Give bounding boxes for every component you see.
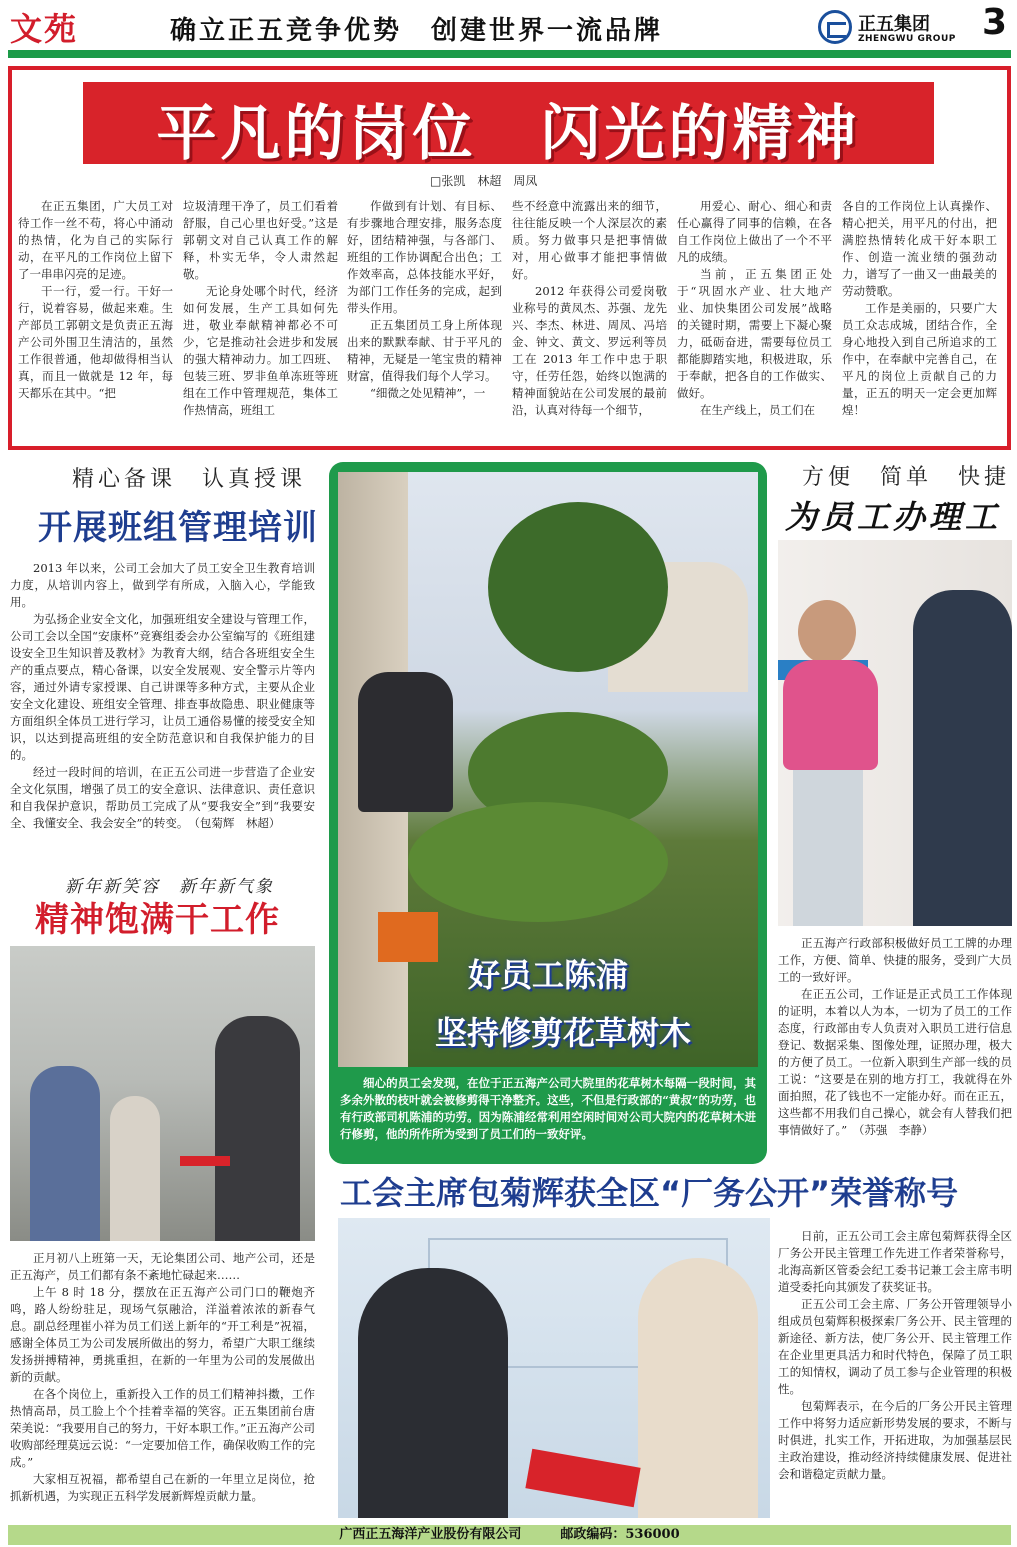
- person-figure: [215, 1016, 300, 1241]
- woman-figure: [638, 1258, 758, 1518]
- feature-paragraph: 在生产线上，员工们在: [700, 403, 815, 417]
- training-body: [10, 560, 315, 832]
- trousers: [793, 770, 863, 926]
- newyear-title: 精神饱满干工作: [35, 900, 280, 940]
- feature-column: [512, 198, 667, 419]
- feature-authors: □张凯 林超 周凤: [430, 174, 538, 188]
- pink-shirt: [783, 660, 878, 770]
- man-figure: [358, 1268, 508, 1518]
- feature-column: [347, 198, 502, 402]
- idcard-title: 为员工办理工: [785, 498, 1002, 536]
- logo-name-en: ZHENGWU GROUP: [858, 34, 956, 44]
- company-logo: [818, 6, 968, 50]
- section-title: 文苑: [10, 10, 79, 48]
- feature-paragraph: 些不经意中流露出来的细节，往往能反映一个人深层次的素质。努力做事只是把事情做对，用心做事才能把事情做好。: [512, 199, 667, 281]
- topiary: [408, 802, 668, 922]
- person-figure: [30, 1066, 100, 1241]
- training-title: 开展班组管理培训: [38, 508, 318, 548]
- award-body: [778, 1228, 1012, 1483]
- photo-overlay-line: 好员工陈浦: [467, 956, 628, 994]
- newyear-kicker: 新年新笑容 新年新气象: [65, 877, 274, 897]
- feature-paragraph: 各自的工作岗位上认真操作、精心把关，用平凡的付出，把满腔热情转化成干好本职工作、创造一流业绩的强劲动力，谱写了一曲又一曲最美的劳动赞歌。: [842, 199, 997, 298]
- award-title: 工会主席包菊辉获全区“厂务公开”荣誉称号: [340, 1174, 959, 1212]
- feature-column: [677, 198, 832, 419]
- logo-name: 正五集团: [858, 14, 930, 35]
- feature-paragraph: 干一行，爱一行。干好一行，说着容易，做起来难。生产部员工郭朝文是负责正五海产公司外围卫生清洁的，虽然工作很普通，他却做得相当认真，而且一做就是 12 年，每天都乐在其中。“把: [18, 284, 173, 400]
- training-kicker: 精心备课 认真授课: [72, 467, 307, 492]
- photo-overlay-title: [338, 950, 758, 1054]
- tree-top: [488, 502, 668, 672]
- idcard-body: [778, 935, 1012, 1139]
- header-rule: [8, 50, 1011, 58]
- newyear-photo: [10, 946, 315, 1241]
- award-paragraph: 正五公司工会主席、厂务公开管理领导小组成员包菊辉积极探索厂务公开、民主管理的新途径、新方法，使厂务公开、民主管理工作在企业里更具活力和时代特色，保障了员工职工的知情权，调动了员工参与企业管理的积极性。: [778, 1297, 1012, 1396]
- idcard-photo: [778, 540, 1012, 926]
- award-paragraph: 包菊辉表示，在今后的厂务公开民主管理工作中将努力适应新形势发展的要求，不断与时俱进，扎实工作，开拓进取，为加强基层民主政治建设，推动经济持续健康发展、促进社会和谐稳定贡献力量。: [778, 1399, 1012, 1481]
- feature-paragraph: 垃圾清理干净了，员工们看着舒服，自己心里也好受。”这是郭朝文对自己认真工作的解释，朴实无华，令人肃然起敬。: [183, 199, 338, 281]
- award-paragraph: 日前，正五公司工会主席包菊辉获得全区厂务公开民主管理工作先进工作者荣誉称号，北海高新区管委会纪工委书记兼工会主席韦明道受委托向其颁发了获奖证书。: [778, 1229, 1012, 1294]
- newyear-paragraph: 在各个岗位上，重新投入工作的员工们精神抖擞，工作热情高昂，员工脸上个个挂着幸福的笑容。正五集团前台唐荣美说：“我要用自己的努力，干好本职工作。”正五海产公司收购部经理莫远云说：“一定要加倍工作，确保收购工作的完成。”: [10, 1387, 316, 1469]
- award-photo: [338, 1218, 770, 1518]
- newyear-paragraph: 上午 8 时 18 分，摆放在正五海产公司门口的鞭炮齐鸣，路人纷纷驻足，现场气氛融洽，洋溢着浓浓的新春气息。副总经理崔小祥为员工们送上新年的“开工利是”祝福，感谢全体员工为公司发展所做出的努力，希望广大职工继续发扬拼搏精神，勇挑重担，在新的一年里为公司的发展做出新的贡献。: [10, 1285, 315, 1384]
- certificate: [525, 1449, 640, 1507]
- feature-paragraph: 在正五集团，广大员工对待工作一丝不苟，将心中涌动的热情，化为自己的实际行动，在平凡的工作岗位上留下了一串串闪亮的足迹。: [18, 199, 173, 281]
- page-number: 3: [982, 2, 1008, 43]
- worker-figure: [358, 672, 453, 812]
- feature-column: [842, 198, 997, 419]
- person-figure: [110, 1096, 160, 1241]
- training-paragraph: 2013 年以来，公司工会加大了员工安全卫生教育培训力度，从培训内容上，做到学有所成，入脑入心，学能致用。: [10, 561, 315, 609]
- person-head: [798, 600, 856, 664]
- footer: 广西正五海洋产业股份有限公司 邮政编码：536000: [8, 1525, 1011, 1545]
- logo-mark-icon: [818, 10, 852, 44]
- feature-column: [183, 198, 338, 419]
- red-envelope: [180, 1156, 230, 1166]
- feature-paragraph: 2012 年获得公司爱岗敬业称号的黄凤杰、苏强、龙先兴、李杰、林进、周凤、冯培金、钟文、黄文、罗远利等员工在 2013 年工作中忠于职守，任劳任怨，始终以饱满的精神面貌站在公司发展的最前沿，认真对待每一个细节，: [512, 284, 667, 417]
- feature-paragraph: 用爱心、耐心、细心和责任心赢得了同事的信赖，在各自工作岗位上做出了一个不平凡的成绩。: [677, 199, 832, 264]
- idcard-paragraph: 正五海产行政部积极做好员工工牌的办理工作，方便、简单、快捷的服务，受到广大员工的一致好评。: [778, 936, 1012, 984]
- newyear-paragraph: 大家相互祝福，都希望自己在新的一年里立足岗位，抢抓新机遇，为实现正五科学发展新辉煌贡献力量。: [10, 1472, 315, 1503]
- training-paragraph: 经过一段时间的培训，在正五公司进一步营造了企业安全文化氛围，增强了员工的安全意识、法律意识、责任意识和自我保护意识，帮助员工完成了从“要我安全”到“我要安全、我懂安全、我会安全”的转变。 （包菊辉 林超）: [10, 765, 315, 830]
- feature-title: 平凡的岗位 闪光的精神: [156, 99, 861, 169]
- feature-paragraph: 正五集团员工身上所体现出来的默默奉献、甘于平凡的精神，无疑是一笔宝贵的精神财富，值得我们每个人学习。: [347, 318, 502, 383]
- idcard-paragraph: 在正五公司，工作证是正式员工工作体现的证明，本着以人为本，一切为了员工的工作态度，行政部由专人负责对入职员工进行信息登记、数据采集、图像处理，证照办理，极大的方便了员工。一位新入职到生产部一线的员工说：“这要是在别的地方打工，我就得在外面拍照，花了钱也不一定能办好。而在正五，这些都不用我们自己操心，就会有人替我们把事情做好了。” （苏强 李静）: [778, 987, 1012, 1137]
- newyear-paragraph: 正月初八上班第一天，无论集团公司、地产公司，还是正五海产，员工们都有条不紊地忙碌起来……: [10, 1251, 315, 1282]
- feature-paragraph: 作做到有计划、有目标、有步骤地合理安排，服务态度好，团结精神强，与各部门、班组的工作协调配合出色；工作效率高，总体技能水平好，为部门工作任务的完成，起到带头作用。: [347, 199, 502, 315]
- feature-column: [18, 198, 173, 402]
- photo-overlay-line: 坚持修剪花草树木: [434, 1014, 691, 1052]
- idcard-kicker: 方便 简单 快捷: [802, 465, 1011, 490]
- feature-paragraph: “细微之处见精神”，一: [370, 386, 486, 400]
- newyear-body: [10, 1250, 315, 1505]
- feature-paragraph: 无论身处哪个时代，经济如何发展，生产工具如何先进，敬业奉献精神都必不可少，它是推动社会进步和发展的强大精神动力。加工四班、包装三班、罗非鱼单冻班等班组在工作中管理规范，集体工作热情高，班组工: [183, 284, 338, 417]
- feature-paragraph: 工作是美丽的，只要广大员工众志成城，团结合作，全身心地投入到自己所追求的工作中，在奉献中完善自己，在平凡的岗位上贡献自己的力量，正五的明天一定会更加辉煌！: [842, 301, 997, 417]
- photographer-figure: [913, 590, 1012, 926]
- feature-paragraph: 当前，正五集团正处于“巩固水产业、壮大地产业、加快集团公司发展”战略的关键时期，需要上下凝心聚力，砥砺奋进，需要每位员工都能脚踏实地，积极进取，乐于奉献，把各自的工作做实、做好。: [677, 267, 832, 400]
- training-paragraph: 为弘扬企业安全文化，加强班组安全建设与管理工作，公司工会以全国“安康杯”竞赛组委会办公室编写的《班组建设安全卫生知识普及教材》为教育大纲，结合各班组安全生产的重点要点，精心备课，以安全发展观、安全警示片等内容，通过外请专家授课、自己讲课等多种方式，主要从企业安全文化建设、班组安全管理、排查事故隐患、职业健康等方面组织全体员工进行学习，让员工通俗易懂的接受安全知识，以达到提高班组的安全防范意识和自我保护能力的目的。: [10, 612, 315, 762]
- header-slogan: 确立正五竞争优势 创建世界一流品牌: [170, 16, 664, 46]
- photo-caption: 细心的员工会发现，在位于正五海产公司大院里的花草树木每隔一段时间，其多余外散的枝叶就会被修剪得干净整齐。这些，不但是行政部的“黄叔”的功劳，也有行政部司机陈浦的功劳。因为陈浦经常利用空闲时间对公司大院内的花草树木进行修剪，他的所作所为受到了员工们的一致好评。: [340, 1076, 756, 1141]
